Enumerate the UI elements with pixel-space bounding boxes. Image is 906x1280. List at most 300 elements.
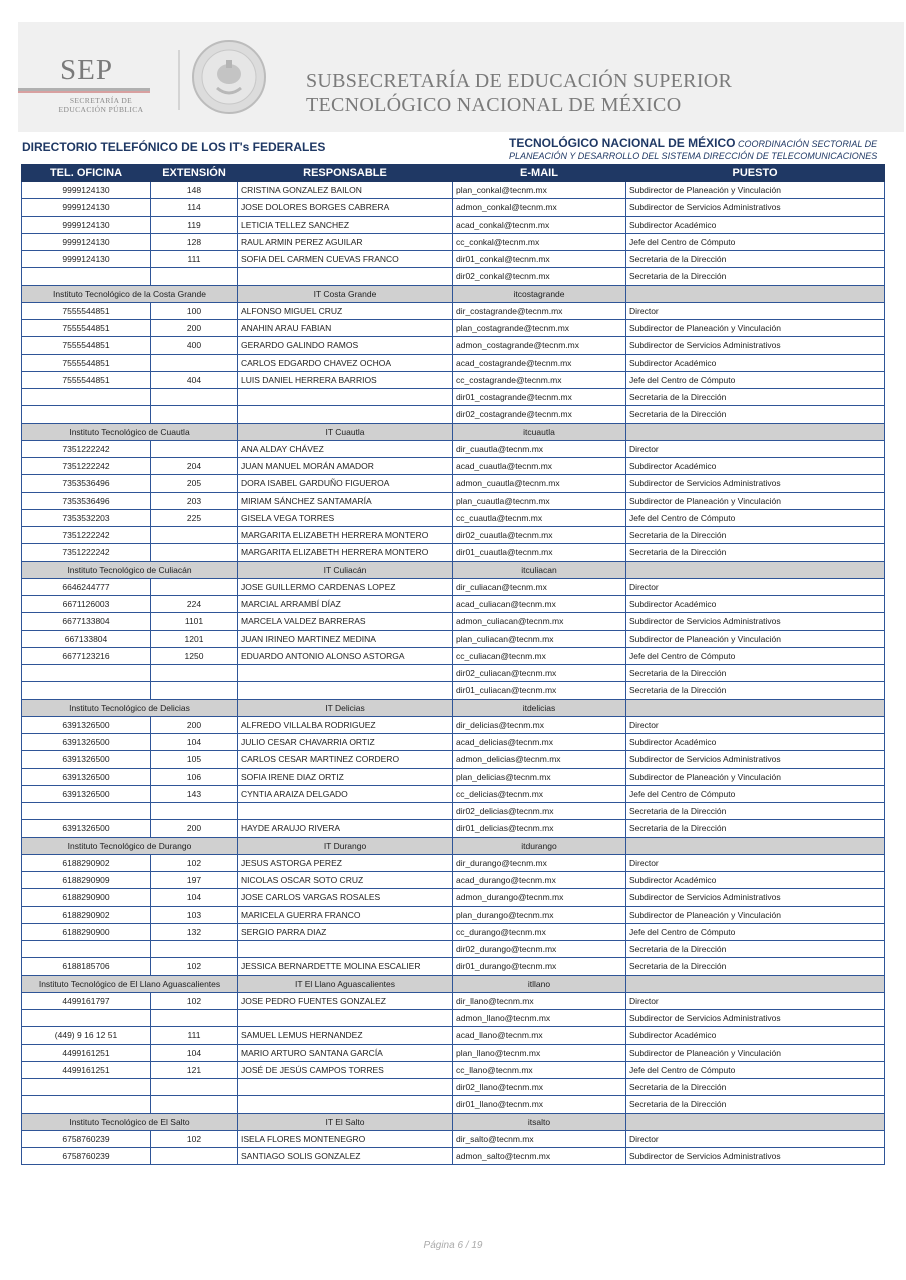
cell-responsable: JOSÉ DE JESÚS CAMPOS TORRES bbox=[238, 1061, 453, 1078]
cell-responsable: SOFIA IRENE DIAZ ORTIZ bbox=[238, 768, 453, 785]
table-row bbox=[22, 320, 885, 337]
cell-email[interactable]: acad_conkal@tecnm.mx bbox=[453, 216, 626, 233]
cell-email[interactable]: dir_cuautla@tecnm.mx bbox=[453, 440, 626, 457]
section-institute-name: Instituto Tecnológico de Delicias bbox=[22, 699, 238, 716]
cell-tel: 7351222242 bbox=[22, 458, 151, 475]
national-seal-icon bbox=[190, 38, 268, 116]
cell-email[interactable]: dir01_delicias@tecnm.mx bbox=[453, 820, 626, 837]
cell-puesto: Director bbox=[626, 302, 885, 319]
cell-tel: 6188290900 bbox=[22, 923, 151, 940]
cell-email[interactable]: dir_durango@tecnm.mx bbox=[453, 854, 626, 871]
cell-email[interactable]: acad_costagrande@tecnm.mx bbox=[453, 354, 626, 371]
sep-logo bbox=[18, 22, 178, 132]
cell-email[interactable]: plan_conkal@tecnm.mx bbox=[453, 182, 626, 199]
cell-responsable: GERARDO GALINDO RAMOS bbox=[238, 337, 453, 354]
cell-extension bbox=[151, 1010, 238, 1027]
cell-email[interactable]: dir_culiacan@tecnm.mx bbox=[453, 578, 626, 595]
cell-tel: 9999124130 bbox=[22, 199, 151, 216]
cell-email[interactable]: dir_costagrande@tecnm.mx bbox=[453, 302, 626, 319]
cell-puesto: Director bbox=[626, 992, 885, 1009]
table-row bbox=[22, 1027, 885, 1044]
cell-responsable bbox=[238, 665, 453, 682]
cell-responsable: ALFREDO VILLALBA RODRIGUEZ bbox=[238, 716, 453, 733]
cell-email[interactable]: acad_delicias@tecnm.mx bbox=[453, 734, 626, 751]
section-header-row bbox=[22, 699, 885, 716]
cell-tel: 7555544851 bbox=[22, 371, 151, 388]
cell-extension: 197 bbox=[151, 872, 238, 889]
directory-table bbox=[21, 164, 885, 1165]
table-row bbox=[22, 854, 885, 871]
cell-extension: 1201 bbox=[151, 630, 238, 647]
cell-responsable bbox=[238, 1079, 453, 1096]
table-row bbox=[22, 182, 885, 199]
cell-responsable: RAUL ARMIN PEREZ AGUILAR bbox=[238, 233, 453, 250]
sep-logo-bar-accent bbox=[18, 91, 150, 93]
cell-responsable: JUAN IRINEO MARTINEZ MEDINA bbox=[238, 630, 453, 647]
cell-tel: 7555544851 bbox=[22, 302, 151, 319]
cell-responsable: JESUS ASTORGA PEREZ bbox=[238, 854, 453, 871]
cell-email[interactable]: cc_durango@tecnm.mx bbox=[453, 923, 626, 940]
sep-logo-subtitle-line2: EDUCACIÓN PÚBLICA bbox=[58, 105, 144, 114]
cell-email[interactable]: dir_delicias@tecnm.mx bbox=[453, 716, 626, 733]
logo-divider bbox=[178, 50, 180, 110]
cell-puesto: Jefe del Centro de Cómputo bbox=[626, 509, 885, 526]
cell-email[interactable]: admon_durango@tecnm.mx bbox=[453, 889, 626, 906]
section-empty bbox=[626, 1113, 885, 1130]
cell-responsable: SOFIA DEL CARMEN CUEVAS FRANCO bbox=[238, 251, 453, 268]
cell-puesto: Jefe del Centro de Cómputo bbox=[626, 1061, 885, 1078]
cell-responsable: MARCIAL ARRAMBÍ DÍAZ bbox=[238, 596, 453, 613]
cell-responsable: ALFONSO MIGUEL CRUZ bbox=[238, 302, 453, 319]
cell-tel: 7351222242 bbox=[22, 440, 151, 457]
institution-name: TECNOLÓGICO NACIONAL DE MÉXICO bbox=[509, 136, 736, 150]
cell-puesto: Subdirector Académico bbox=[626, 596, 885, 613]
section-institute-name: Instituto Tecnológico de El Salto bbox=[22, 1113, 238, 1130]
cell-tel bbox=[22, 1079, 151, 1096]
section-empty bbox=[626, 837, 885, 854]
cell-email[interactable]: dir02_cuautla@tecnm.mx bbox=[453, 527, 626, 544]
cell-extension: 106 bbox=[151, 768, 238, 785]
cell-puesto: Subdirector de Planeación y Vinculación bbox=[626, 630, 885, 647]
cell-puesto: Subdirector Académico bbox=[626, 872, 885, 889]
cell-responsable: JULIO CESAR CHAVARRIA ORTIZ bbox=[238, 734, 453, 751]
cell-extension: 102 bbox=[151, 854, 238, 871]
cell-tel: 7351222242 bbox=[22, 544, 151, 561]
cell-tel: 6391326500 bbox=[22, 734, 151, 751]
cell-extension: 148 bbox=[151, 182, 238, 199]
cell-extension: 143 bbox=[151, 785, 238, 802]
cell-tel bbox=[22, 941, 151, 958]
section-header-row bbox=[22, 1113, 885, 1130]
table-row bbox=[22, 199, 885, 216]
cell-tel: 9999124130 bbox=[22, 182, 151, 199]
table-row bbox=[22, 389, 885, 406]
cell-tel: 6758760239 bbox=[22, 1148, 151, 1165]
cell-responsable: EDUARDO ANTONIO ALONSO ASTORGA bbox=[238, 647, 453, 664]
cell-responsable bbox=[238, 803, 453, 820]
cell-tel: 6391326500 bbox=[22, 820, 151, 837]
cell-tel: 7353536496 bbox=[22, 475, 151, 492]
cell-tel: 6188185706 bbox=[22, 958, 151, 975]
cell-responsable: ANA ALDAY CHÁVEZ bbox=[238, 440, 453, 457]
cell-puesto: Subdirector de Servicios Administrativos bbox=[626, 199, 885, 216]
cell-puesto: Jefe del Centro de Cómputo bbox=[626, 647, 885, 664]
cell-responsable: SANTIAGO SOLIS GONZALEZ bbox=[238, 1148, 453, 1165]
section-header-row bbox=[22, 975, 885, 992]
cell-tel: 6671126003 bbox=[22, 596, 151, 613]
cell-puesto: Secretaria de la Dirección bbox=[626, 251, 885, 268]
cell-email[interactable]: admon_cuautla@tecnm.mx bbox=[453, 475, 626, 492]
cell-responsable: MARGARITA ELIZABETH HERRERA MONTERO bbox=[238, 544, 453, 561]
cell-tel bbox=[22, 682, 151, 699]
cell-email[interactable]: admon_culiacan@tecnm.mx bbox=[453, 613, 626, 630]
cell-puesto: Subdirector de Servicios Administrativos bbox=[626, 751, 885, 768]
cell-extension bbox=[151, 544, 238, 561]
cell-extension: 224 bbox=[151, 596, 238, 613]
cell-responsable bbox=[238, 941, 453, 958]
cell-tel: 6391326500 bbox=[22, 751, 151, 768]
cell-tel bbox=[22, 1096, 151, 1113]
section-short-name: IT Cuautla bbox=[238, 423, 453, 440]
cell-tel: 6677133804 bbox=[22, 613, 151, 630]
section-header-row bbox=[22, 423, 885, 440]
cell-puesto: Secretaria de la Dirección bbox=[626, 389, 885, 406]
page-number: Página 6 / 19 bbox=[423, 1240, 483, 1251]
cell-tel bbox=[22, 268, 151, 285]
cell-tel: 9999124130 bbox=[22, 233, 151, 250]
cell-email[interactable]: dir01_culiacan@tecnm.mx bbox=[453, 682, 626, 699]
section-code: itsalto bbox=[453, 1113, 626, 1130]
institution-block bbox=[509, 137, 885, 162]
cell-puesto: Subdirector de Servicios Administrativos bbox=[626, 337, 885, 354]
section-code: itdelicias bbox=[453, 699, 626, 716]
cell-email[interactable]: cc_llano@tecnm.mx bbox=[453, 1061, 626, 1078]
cell-extension bbox=[151, 803, 238, 820]
cell-puesto: Secretaria de la Dirección bbox=[626, 682, 885, 699]
cell-email[interactable]: dir01_conkal@tecnm.mx bbox=[453, 251, 626, 268]
org-name-line2: TECNOLÓGICO NACIONAL DE MÉXICO bbox=[306, 94, 682, 116]
cell-extension: 103 bbox=[151, 906, 238, 923]
cell-extension bbox=[151, 389, 238, 406]
cell-puesto: Subdirector Académico bbox=[626, 354, 885, 371]
table-row bbox=[22, 803, 885, 820]
cell-puesto: Subdirector de Planeación y Vinculación bbox=[626, 768, 885, 785]
cell-email[interactable]: cc_culiacan@tecnm.mx bbox=[453, 647, 626, 664]
cell-puesto: Director bbox=[626, 716, 885, 733]
cell-email[interactable]: admon_conkal@tecnm.mx bbox=[453, 199, 626, 216]
cell-extension: 111 bbox=[151, 251, 238, 268]
table-row bbox=[22, 475, 885, 492]
table-body bbox=[22, 182, 885, 1165]
cell-extension: 104 bbox=[151, 734, 238, 751]
sep-logo-subtitle-line1: SECRETARÍA DE bbox=[69, 96, 133, 105]
cell-email[interactable]: cc_cuautla@tecnm.mx bbox=[453, 509, 626, 526]
cell-extension: 102 bbox=[151, 1130, 238, 1147]
cell-extension: 102 bbox=[151, 958, 238, 975]
cell-puesto: Subdirector de Planeación y Vinculación bbox=[626, 320, 885, 337]
cell-responsable: HAYDE ARAUJO RIVERA bbox=[238, 820, 453, 837]
cell-responsable: MARICELA GUERRA FRANCO bbox=[238, 906, 453, 923]
cell-responsable: MARCELA VALDEZ BARRERAS bbox=[238, 613, 453, 630]
cell-tel: 6391326500 bbox=[22, 785, 151, 802]
cell-email[interactable]: dir02_costagrande@tecnm.mx bbox=[453, 406, 626, 423]
cell-email[interactable]: dir01_costagrande@tecnm.mx bbox=[453, 389, 626, 406]
cell-tel bbox=[22, 1010, 151, 1027]
cell-email[interactable]: plan_delicias@tecnm.mx bbox=[453, 768, 626, 785]
cell-email[interactable]: dir02_delicias@tecnm.mx bbox=[453, 803, 626, 820]
header-banner bbox=[18, 22, 904, 132]
cell-tel: 6677123216 bbox=[22, 647, 151, 664]
table-row bbox=[22, 872, 885, 889]
cell-email[interactable]: plan_llano@tecnm.mx bbox=[453, 1044, 626, 1061]
cell-responsable: SERGIO PARRA DIAZ bbox=[238, 923, 453, 940]
section-empty bbox=[626, 561, 885, 578]
table-row bbox=[22, 889, 885, 906]
cell-email[interactable]: admon_llano@tecnm.mx bbox=[453, 1010, 626, 1027]
cell-responsable: CARLOS EDGARDO CHAVEZ OCHOA bbox=[238, 354, 453, 371]
cell-extension bbox=[151, 1148, 238, 1165]
cell-puesto: Subdirector de Servicios Administrativos bbox=[626, 475, 885, 492]
cell-tel: 7351222242 bbox=[22, 527, 151, 544]
cell-extension: 119 bbox=[151, 216, 238, 233]
cell-email[interactable]: admon_costagrande@tecnm.mx bbox=[453, 337, 626, 354]
cell-responsable: CARLOS CESAR MARTINEZ CORDERO bbox=[238, 751, 453, 768]
cell-extension bbox=[151, 578, 238, 595]
cell-responsable bbox=[238, 1096, 453, 1113]
table-row bbox=[22, 509, 885, 526]
table-row bbox=[22, 647, 885, 664]
section-short-name: IT Delicias bbox=[238, 699, 453, 716]
section-code: itllano bbox=[453, 975, 626, 992]
cell-puesto: Jefe del Centro de Cómputo bbox=[626, 923, 885, 940]
cell-tel: 6188290900 bbox=[22, 889, 151, 906]
cell-email[interactable]: dir02_llano@tecnm.mx bbox=[453, 1079, 626, 1096]
cell-responsable bbox=[238, 406, 453, 423]
cell-email[interactable]: dir02_durango@tecnm.mx bbox=[453, 941, 626, 958]
cell-puesto: Subdirector Académico bbox=[626, 458, 885, 475]
table-row bbox=[22, 371, 885, 388]
cell-tel: 9999124130 bbox=[22, 216, 151, 233]
cell-extension: 111 bbox=[151, 1027, 238, 1044]
cell-email[interactable]: dir02_culiacan@tecnm.mx bbox=[453, 665, 626, 682]
table-row bbox=[22, 268, 885, 285]
cell-puesto: Secretaria de la Dirección bbox=[626, 1079, 885, 1096]
cell-puesto: Secretaria de la Dirección bbox=[626, 544, 885, 561]
column-header-responsable: RESPONSABLE bbox=[238, 165, 453, 182]
cell-extension: 128 bbox=[151, 233, 238, 250]
cell-extension: 100 bbox=[151, 302, 238, 319]
table-row bbox=[22, 527, 885, 544]
cell-responsable bbox=[238, 389, 453, 406]
cell-extension bbox=[151, 268, 238, 285]
cell-responsable: JESSICA BERNARDETTE MOLINA ESCALIER bbox=[238, 958, 453, 975]
cell-tel: 7555544851 bbox=[22, 337, 151, 354]
cell-responsable: MIRIAM SÁNCHEZ SANTAMARÍA bbox=[238, 492, 453, 509]
table-row bbox=[22, 216, 885, 233]
cell-puesto: Subdirector Académico bbox=[626, 734, 885, 751]
institution-subtitle-b: PLANEACIÓN Y DESARROLLO DEL SISTEMA DIRECCIÓN DE TELECOMUNICACIONES bbox=[509, 151, 878, 161]
cell-responsable: CRISTINA GONZALEZ BAILON bbox=[238, 182, 453, 199]
table-row bbox=[22, 302, 885, 319]
cell-extension: 203 bbox=[151, 492, 238, 509]
cell-extension bbox=[151, 527, 238, 544]
table-row bbox=[22, 941, 885, 958]
section-code: itcostagrande bbox=[453, 285, 626, 302]
cell-puesto: Subdirector de Planeación y Vinculación bbox=[626, 906, 885, 923]
cell-extension bbox=[151, 941, 238, 958]
cell-tel: 4499161797 bbox=[22, 992, 151, 1009]
table-row bbox=[22, 440, 885, 457]
cell-tel: 6758760239 bbox=[22, 1130, 151, 1147]
cell-tel: 7555544851 bbox=[22, 320, 151, 337]
cell-tel: 7555544851 bbox=[22, 354, 151, 371]
cell-puesto: Jefe del Centro de Cómputo bbox=[626, 785, 885, 802]
cell-puesto: Director bbox=[626, 854, 885, 871]
institution-subtitle-a: COORDINACIÓN SECTORIAL DE bbox=[737, 139, 878, 149]
cell-tel: 6188290909 bbox=[22, 872, 151, 889]
table-row bbox=[22, 682, 885, 699]
table-row bbox=[22, 716, 885, 733]
cell-responsable: ISELA FLORES MONTENEGRO bbox=[238, 1130, 453, 1147]
cell-extension bbox=[151, 665, 238, 682]
cell-extension: 400 bbox=[151, 337, 238, 354]
cell-puesto: Subdirector de Servicios Administrativos bbox=[626, 613, 885, 630]
cell-email[interactable]: dir01_durango@tecnm.mx bbox=[453, 958, 626, 975]
cell-email[interactable]: plan_durango@tecnm.mx bbox=[453, 906, 626, 923]
section-short-name: IT El Llano Aguascalientes bbox=[238, 975, 453, 992]
section-code: itculiacan bbox=[453, 561, 626, 578]
cell-email[interactable]: dir_salto@tecnm.mx bbox=[453, 1130, 626, 1147]
cell-extension: 102 bbox=[151, 992, 238, 1009]
section-code: itdurango bbox=[453, 837, 626, 854]
cell-tel: 6391326500 bbox=[22, 768, 151, 785]
cell-extension: 132 bbox=[151, 923, 238, 940]
cell-extension bbox=[151, 354, 238, 371]
table-row bbox=[22, 1096, 885, 1113]
cell-puesto: Subdirector Académico bbox=[626, 216, 885, 233]
cell-puesto: Director bbox=[626, 578, 885, 595]
cell-puesto: Secretaria de la Dirección bbox=[626, 958, 885, 975]
cell-responsable: LUIS DANIEL HERRERA BARRIOS bbox=[238, 371, 453, 388]
cell-puesto: Jefe del Centro de Cómputo bbox=[626, 371, 885, 388]
section-empty bbox=[626, 699, 885, 716]
cell-puesto: Jefe del Centro de Cómputo bbox=[626, 233, 885, 250]
cell-responsable: JUAN MANUEL MORÁN AMADOR bbox=[238, 458, 453, 475]
column-header-puesto: PUESTO bbox=[626, 165, 885, 182]
cell-tel: 4499161251 bbox=[22, 1044, 151, 1061]
cell-email[interactable]: acad_cuautla@tecnm.mx bbox=[453, 458, 626, 475]
table-header-row bbox=[22, 165, 885, 182]
cell-email[interactable]: dir01_llano@tecnm.mx bbox=[453, 1096, 626, 1113]
cell-extension: 105 bbox=[151, 751, 238, 768]
cell-email[interactable]: dir_llano@tecnm.mx bbox=[453, 992, 626, 1009]
table-row bbox=[22, 1148, 885, 1165]
cell-email[interactable]: cc_costagrande@tecnm.mx bbox=[453, 371, 626, 388]
cell-extension bbox=[151, 682, 238, 699]
org-name-line1: SUBSECRETARÍA DE EDUCACIÓN SUPERIOR bbox=[306, 70, 733, 92]
section-short-name: IT Culiacán bbox=[238, 561, 453, 578]
table-row bbox=[22, 337, 885, 354]
cell-email[interactable]: acad_culiacan@tecnm.mx bbox=[453, 596, 626, 613]
cell-extension: 200 bbox=[151, 716, 238, 733]
table-row bbox=[22, 992, 885, 1009]
table-row bbox=[22, 233, 885, 250]
cell-extension: 104 bbox=[151, 1044, 238, 1061]
cell-email[interactable]: cc_delicias@tecnm.mx bbox=[453, 785, 626, 802]
cell-email[interactable]: dir01_cuautla@tecnm.mx bbox=[453, 544, 626, 561]
section-institute-name: Instituto Tecnológico de El Llano Aguascalientes bbox=[22, 975, 238, 992]
section-institute-name: Instituto Tecnológico de Culiacán bbox=[22, 561, 238, 578]
cell-responsable: NICOLAS OSCAR SOTO CRUZ bbox=[238, 872, 453, 889]
cell-tel: 9999124130 bbox=[22, 251, 151, 268]
table-row bbox=[22, 1010, 885, 1027]
table-row bbox=[22, 1061, 885, 1078]
cell-email[interactable]: plan_culiacan@tecnm.mx bbox=[453, 630, 626, 647]
cell-email[interactable]: plan_costagrande@tecnm.mx bbox=[453, 320, 626, 337]
table-row bbox=[22, 354, 885, 371]
table-row bbox=[22, 458, 885, 475]
cell-extension bbox=[151, 406, 238, 423]
cell-email[interactable]: plan_cuautla@tecnm.mx bbox=[453, 492, 626, 509]
cell-tel bbox=[22, 389, 151, 406]
cell-email[interactable]: acad_durango@tecnm.mx bbox=[453, 872, 626, 889]
cell-puesto: Secretaria de la Dirección bbox=[626, 527, 885, 544]
sep-logo-word: SEP bbox=[60, 54, 113, 86]
section-institute-name: Instituto Tecnológico de Durango bbox=[22, 837, 238, 854]
cell-puesto: Director bbox=[626, 1130, 885, 1147]
cell-email[interactable]: cc_conkal@tecnm.mx bbox=[453, 233, 626, 250]
table-row bbox=[22, 492, 885, 509]
table-row bbox=[22, 785, 885, 802]
table-row bbox=[22, 820, 885, 837]
column-header-tel: TEL. OFICINA bbox=[22, 165, 151, 182]
cell-responsable: JOSE DOLORES BORGES CABRERA bbox=[238, 199, 453, 216]
column-header-extension: EXTENSIÓN bbox=[151, 165, 238, 182]
cell-extension: 205 bbox=[151, 475, 238, 492]
section-short-name: IT Costa Grande bbox=[238, 285, 453, 302]
cell-tel: 4499161251 bbox=[22, 1061, 151, 1078]
cell-extension: 104 bbox=[151, 889, 238, 906]
cell-email[interactable]: admon_delicias@tecnm.mx bbox=[453, 751, 626, 768]
cell-puesto: Subdirector de Servicios Administrativos bbox=[626, 1010, 885, 1027]
section-header-row bbox=[22, 837, 885, 854]
table-row bbox=[22, 906, 885, 923]
cell-tel: 6188290902 bbox=[22, 906, 151, 923]
cell-puesto: Secretaria de la Dirección bbox=[626, 941, 885, 958]
cell-puesto: Secretaria de la Dirección bbox=[626, 406, 885, 423]
cell-tel bbox=[22, 665, 151, 682]
cell-responsable: MARIO ARTURO SANTANA GARCÍA bbox=[238, 1044, 453, 1061]
cell-tel: 667133804 bbox=[22, 630, 151, 647]
cell-tel: 6646244777 bbox=[22, 578, 151, 595]
section-institute-name: Instituto Tecnológico de Cuautla bbox=[22, 423, 238, 440]
section-empty bbox=[626, 975, 885, 992]
cell-email[interactable]: admon_salto@tecnm.mx bbox=[453, 1148, 626, 1165]
table-row bbox=[22, 1130, 885, 1147]
cell-puesto: Secretaria de la Dirección bbox=[626, 1096, 885, 1113]
cell-email[interactable]: acad_llano@tecnm.mx bbox=[453, 1027, 626, 1044]
cell-tel: 7353532203 bbox=[22, 509, 151, 526]
cell-tel bbox=[22, 803, 151, 820]
table-row bbox=[22, 1079, 885, 1096]
cell-email[interactable]: dir02_conkal@tecnm.mx bbox=[453, 268, 626, 285]
cell-responsable: MARGARITA ELIZABETH HERRERA MONTERO bbox=[238, 527, 453, 544]
cell-responsable bbox=[238, 268, 453, 285]
cell-extension: 225 bbox=[151, 509, 238, 526]
section-header-row bbox=[22, 561, 885, 578]
table-row bbox=[22, 734, 885, 751]
section-short-name: IT Durango bbox=[238, 837, 453, 854]
